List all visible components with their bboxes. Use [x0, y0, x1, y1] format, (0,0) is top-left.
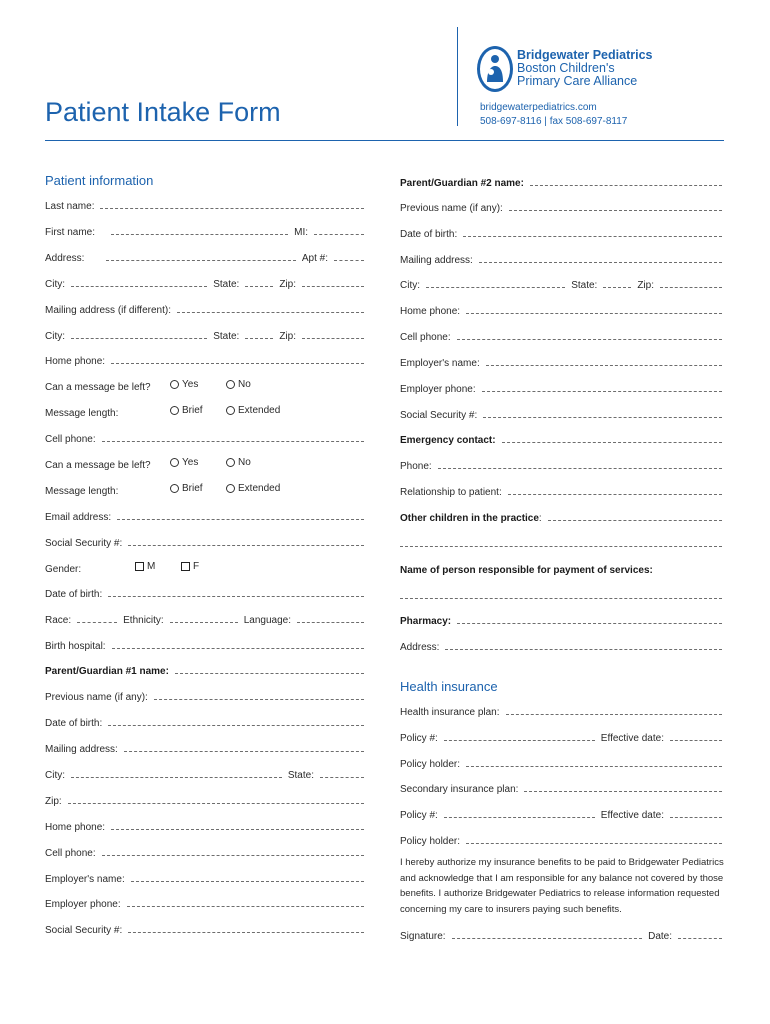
brand-line-1: Bridgewater Pediatrics	[517, 48, 653, 62]
emergency-contact-line[interactable]	[502, 442, 722, 443]
employers-name-line[interactable]	[486, 365, 722, 366]
city-label: City:	[45, 331, 65, 342]
guardian1-mailing-field[interactable]	[45, 739, 370, 755]
guardian1-label: Parent/Guardian #1 name:	[45, 666, 169, 677]
message-length-brief-radio-2[interactable]	[170, 483, 203, 494]
previous-name-label: Previous name (if any):	[45, 692, 148, 703]
zip-label: Zip:	[279, 331, 296, 342]
first-name-field[interactable]	[45, 222, 370, 238]
race-label: Race:	[45, 615, 72, 626]
previous-name-label: Previous name (if any):	[400, 203, 503, 214]
gender-text: Gender:	[45, 564, 82, 575]
email-label: Email address:	[45, 512, 112, 523]
brand-name	[517, 49, 652, 88]
guardian2-name-field[interactable]	[400, 173, 728, 189]
address-label: Address:	[400, 642, 440, 653]
employer-phone-label: Employer phone:	[45, 899, 121, 910]
insurance-plan-label: Health insurance plan:	[400, 707, 500, 718]
brief-label: Brief	[182, 405, 203, 416]
cell-phone-line[interactable]	[457, 339, 722, 340]
race-line[interactable]	[77, 622, 117, 623]
pharmacy-field[interactable]	[400, 611, 728, 627]
city-line[interactable]	[71, 777, 282, 778]
cell-phone-line[interactable]	[102, 855, 364, 856]
message-length-label-2	[45, 481, 122, 497]
last-name-line[interactable]	[100, 208, 364, 209]
signature-label: Signature:	[400, 931, 446, 942]
dob-line[interactable]	[108, 725, 364, 726]
bridgewater-logo-icon	[475, 44, 515, 94]
checkbox-icon[interactable]	[135, 562, 144, 571]
guardian2-employer-phone-field[interactable]	[400, 379, 728, 395]
guardian2-home-phone-field[interactable]	[400, 301, 728, 317]
yes-label: Yes	[182, 379, 199, 390]
policy-field-1[interactable]	[400, 728, 728, 744]
emergency-contact-field[interactable]	[400, 430, 728, 446]
message-length-label-1	[45, 403, 122, 419]
website-link[interactable]: bridgewaterpediatrics.com	[480, 102, 597, 113]
ssn-label: Social Security #:	[400, 410, 478, 421]
phone-label: Phone:	[400, 461, 432, 472]
message-left-yes-radio[interactable]	[170, 379, 198, 390]
apt-label: Apt #:	[301, 253, 328, 264]
home-phone-line[interactable]	[466, 313, 722, 314]
message-length-extended-radio-2[interactable]	[226, 483, 280, 494]
gender-female-checkbox[interactable]	[181, 561, 199, 572]
state-line[interactable]	[245, 286, 273, 287]
cell-phone-field[interactable]	[45, 429, 370, 445]
employers-name-label: Employer's name:	[45, 874, 125, 885]
employers-name-label: Employer's name:	[400, 358, 480, 369]
employers-name-line[interactable]	[131, 881, 364, 882]
zip-line[interactable]	[302, 338, 364, 339]
guardian1-cell-phone-field[interactable]	[45, 843, 370, 859]
other-children-line[interactable]	[548, 520, 722, 521]
employer-phone-line[interactable]	[127, 906, 364, 907]
guardian1-employer-name-field[interactable]	[45, 869, 370, 885]
birth-hospital-line[interactable]	[112, 648, 364, 649]
previous-name-line[interactable]	[154, 699, 364, 700]
guardian1-line[interactable]	[175, 673, 364, 674]
message-left-no-radio-2[interactable]	[226, 457, 251, 468]
mailing-if-different-field[interactable]	[45, 300, 370, 316]
race-ethnicity-language-field[interactable]	[45, 610, 370, 626]
ssn-line[interactable]	[128, 545, 364, 546]
policy-label: Policy #:	[400, 810, 438, 821]
cell-phone-label: Cell phone:	[400, 332, 451, 343]
effective-date-line[interactable]	[670, 740, 722, 741]
address-line[interactable]	[106, 260, 295, 261]
city-state-zip-1[interactable]	[45, 274, 370, 290]
female-label: F	[193, 561, 200, 572]
employer-phone-label: Employer phone:	[400, 384, 476, 395]
mi-line[interactable]	[314, 234, 364, 235]
state-label: State:	[571, 280, 598, 291]
cell-phone-label: Cell phone:	[45, 434, 96, 445]
guardian2-previous-name-field[interactable]	[400, 198, 728, 214]
mailing-if-different-line[interactable]	[177, 312, 364, 313]
radio-icon[interactable]	[226, 380, 235, 389]
gender-male-checkbox[interactable]	[135, 561, 155, 572]
message-length-text: Message length:	[45, 486, 119, 497]
language-line[interactable]	[297, 622, 364, 623]
state-label: State:	[213, 331, 240, 342]
ssn-field[interactable]	[45, 533, 370, 549]
policy-holder-field-1[interactable]	[400, 754, 728, 770]
other-children-label: Other children in the practice	[400, 513, 539, 524]
page-title: Patient Intake Form	[45, 97, 281, 127]
pharmacy-line[interactable]	[457, 623, 722, 624]
header-rule	[45, 140, 724, 141]
policy-line[interactable]	[444, 817, 595, 818]
radio-icon[interactable]	[226, 484, 235, 493]
other-children-field[interactable]	[400, 508, 728, 524]
message-length-extended-radio[interactable]	[226, 405, 280, 416]
other-children-extra-field[interactable]	[400, 534, 728, 550]
policy-field-2[interactable]	[400, 805, 728, 821]
home-phone-field[interactable]	[45, 351, 370, 367]
checkbox-icon[interactable]	[181, 562, 190, 571]
first-name-line[interactable]	[111, 234, 288, 235]
responsible-party-line[interactable]	[400, 598, 722, 599]
city-line[interactable]	[426, 287, 565, 288]
guardian1-zip-field[interactable]	[45, 791, 370, 807]
guardian1-dob-field[interactable]	[45, 713, 370, 729]
message-left-yes-radio-2[interactable]	[170, 457, 198, 468]
city-label: City:	[45, 279, 65, 290]
dob-label: Date of birth:	[400, 229, 458, 240]
brand-line-2: Boston Children's	[517, 61, 615, 75]
dob-line[interactable]	[108, 596, 364, 597]
dob-label: Date of birth:	[45, 589, 103, 600]
zip-line[interactable]	[660, 287, 722, 288]
guardian2-dob-field[interactable]	[400, 224, 728, 240]
state-label: State:	[287, 770, 314, 781]
guardian2-city-state-zip-field[interactable]	[400, 275, 728, 291]
no-label: No	[238, 379, 251, 390]
dob-field[interactable]	[45, 584, 370, 600]
emergency-phone-field[interactable]	[400, 456, 728, 472]
brand-line-3: Primary Care Alliance	[517, 74, 638, 88]
guardian2-cell-phone-field[interactable]	[400, 327, 728, 343]
header-divider	[457, 27, 458, 126]
guardian2-ssn-field[interactable]	[400, 405, 728, 421]
responsible-party-label-row	[400, 560, 728, 576]
zip-line[interactable]	[302, 286, 364, 287]
radio-icon[interactable]	[226, 458, 235, 467]
state-line[interactable]	[245, 338, 273, 339]
mailing-address-label: Mailing address:	[400, 255, 473, 266]
section-health-insurance: Health insurance	[400, 679, 498, 694]
message-left-label-1	[45, 377, 155, 393]
first-name-label: First name:	[45, 227, 96, 238]
secondary-plan-field[interactable]	[400, 779, 728, 795]
cell-phone-label: Cell phone:	[45, 848, 96, 859]
mailing-address-label: Mailing address:	[45, 744, 118, 755]
effective-date-label: Effective date:	[600, 810, 664, 821]
other-children-colon: :	[538, 513, 542, 524]
policy-holder-label: Policy holder:	[400, 759, 461, 770]
dob-label: Date of birth:	[45, 718, 103, 729]
address-label: Address:	[45, 253, 85, 264]
guardian1-previous-name-field[interactable]	[45, 687, 370, 703]
extended-label: Extended	[238, 405, 281, 416]
employer-phone-line[interactable]	[482, 391, 722, 392]
state-line[interactable]	[603, 287, 631, 288]
address-field[interactable]	[45, 248, 370, 264]
authorization-statement	[400, 855, 726, 917]
zip-label: Zip:	[45, 796, 62, 807]
pharmacy-address-field[interactable]	[400, 637, 728, 653]
gender-label	[45, 559, 85, 575]
last-name-field[interactable]	[45, 196, 370, 212]
home-phone-label: Home phone:	[400, 306, 461, 317]
signature-line[interactable]	[452, 938, 643, 939]
address-line[interactable]	[445, 649, 722, 650]
responsible-party-label: Name of person responsible for payment of services:	[400, 565, 653, 576]
radio-icon[interactable]	[170, 458, 179, 467]
dob-line[interactable]	[463, 236, 722, 237]
section-patient-information: Patient information	[45, 173, 154, 188]
zip-label: Zip:	[637, 280, 654, 291]
effective-date-line[interactable]	[670, 817, 722, 818]
policy-holder-line[interactable]	[466, 843, 722, 844]
language-label: Language:	[243, 615, 291, 626]
emergency-contact-label: Emergency contact:	[400, 435, 496, 446]
guardian2-employer-name-field[interactable]	[400, 353, 728, 369]
relationship-field[interactable]	[400, 482, 728, 498]
home-phone-label: Home phone:	[45, 356, 106, 367]
mailing-address-line[interactable]	[479, 262, 722, 263]
city-label: City:	[45, 770, 65, 781]
mi-label: MI:	[294, 227, 308, 238]
ssn-label: Social Security #:	[45, 538, 123, 549]
responsible-party-field[interactable]	[400, 586, 728, 602]
other-children-extra-line[interactable]	[400, 546, 722, 547]
city-line[interactable]	[71, 338, 207, 339]
guardian1-ssn-field[interactable]	[45, 920, 370, 936]
state-line[interactable]	[320, 777, 364, 778]
zip-line[interactable]	[68, 803, 364, 804]
policy-line[interactable]	[444, 740, 595, 741]
zip-label: Zip:	[279, 279, 296, 290]
extended-label: Extended	[238, 483, 281, 494]
brief-label: Brief	[182, 483, 203, 494]
email-line[interactable]	[117, 519, 364, 520]
no-label: No	[238, 457, 251, 468]
policy-holder-line[interactable]	[466, 766, 722, 767]
city-state-zip-2[interactable]	[45, 326, 370, 342]
phone-fax: 508-697-8116 | fax 508-697-8117	[480, 116, 628, 127]
apt-line[interactable]	[334, 260, 364, 261]
ethnicity-line[interactable]	[170, 622, 238, 623]
message-left-text: Can a message be left?	[45, 460, 151, 471]
city-label: City:	[400, 280, 420, 291]
insurance-plan-line[interactable]	[506, 714, 722, 715]
authorization-line: concerning my care to insurers paying such benefits.	[400, 903, 622, 915]
effective-date-label: Effective date:	[600, 733, 664, 744]
secondary-plan-line[interactable]	[524, 791, 722, 792]
signature-date-field[interactable]	[400, 926, 728, 942]
radio-icon[interactable]	[226, 406, 235, 415]
authorization-line: benefits. I authorize Bridgewater Pediatrics to release information requested	[400, 888, 720, 899]
authorization-line: and acknowledge that I am responsible for any balance not covered by those	[400, 872, 724, 884]
message-left-text: Can a message be left?	[45, 382, 151, 393]
guardian1-employer-phone-field[interactable]	[45, 894, 370, 910]
guardian1-home-phone-field[interactable]	[45, 817, 370, 833]
birth-hospital-label: Birth hospital:	[45, 641, 106, 652]
date-label: Date:	[648, 931, 672, 942]
cell-phone-line[interactable]	[102, 441, 364, 442]
policy-holder-label: Policy holder:	[400, 836, 461, 847]
pharmacy-label: Pharmacy:	[400, 616, 452, 627]
guardian2-line[interactable]	[530, 185, 722, 186]
birth-hospital-field[interactable]	[45, 636, 370, 652]
ssn-line[interactable]	[128, 932, 364, 933]
message-left-no-radio[interactable]	[226, 379, 251, 390]
radio-icon[interactable]	[170, 380, 179, 389]
message-left-label-2	[45, 455, 155, 471]
message-length-brief-radio[interactable]	[170, 405, 203, 416]
mailing-address-line[interactable]	[124, 751, 364, 752]
ssn-line[interactable]	[483, 417, 722, 418]
message-length-text: Message length:	[45, 408, 119, 419]
relationship-label: Relationship to patient:	[400, 487, 502, 498]
yes-label: Yes	[182, 457, 199, 468]
radio-icon[interactable]	[170, 406, 179, 415]
radio-icon[interactable]	[170, 484, 179, 493]
male-label: M	[147, 561, 156, 572]
phone-line[interactable]	[438, 468, 722, 469]
policy-label: Policy #:	[400, 733, 438, 744]
email-field[interactable]	[45, 507, 370, 523]
last-name-label: Last name:	[45, 201, 95, 212]
date-line[interactable]	[678, 938, 722, 939]
guardian1-name-field[interactable]	[45, 661, 370, 677]
policy-holder-field-2[interactable]	[400, 831, 728, 847]
home-phone-line[interactable]	[111, 829, 364, 830]
home-phone-label: Home phone:	[45, 822, 106, 833]
ssn-label: Social Security #:	[45, 925, 123, 936]
state-label: State:	[213, 279, 240, 290]
relationship-line[interactable]	[508, 494, 722, 495]
guardian2-label: Parent/Guardian #2 name:	[400, 178, 524, 189]
previous-name-line[interactable]	[509, 210, 722, 211]
ethnicity-label: Ethnicity:	[123, 615, 164, 626]
secondary-plan-label: Secondary insurance plan:	[400, 784, 519, 795]
guardian1-city-state-field[interactable]	[45, 765, 370, 781]
home-phone-line[interactable]	[111, 363, 364, 364]
city-line[interactable]	[71, 286, 207, 287]
contact-info	[480, 101, 627, 129]
insurance-plan-field[interactable]	[400, 702, 728, 718]
mailing-if-different-label: Mailing address (if different):	[45, 305, 171, 316]
authorization-line: I hereby authorize my insurance benefits to be paid to Bridgewater Pediatrics	[400, 857, 724, 868]
guardian2-mailing-field[interactable]	[400, 250, 728, 266]
